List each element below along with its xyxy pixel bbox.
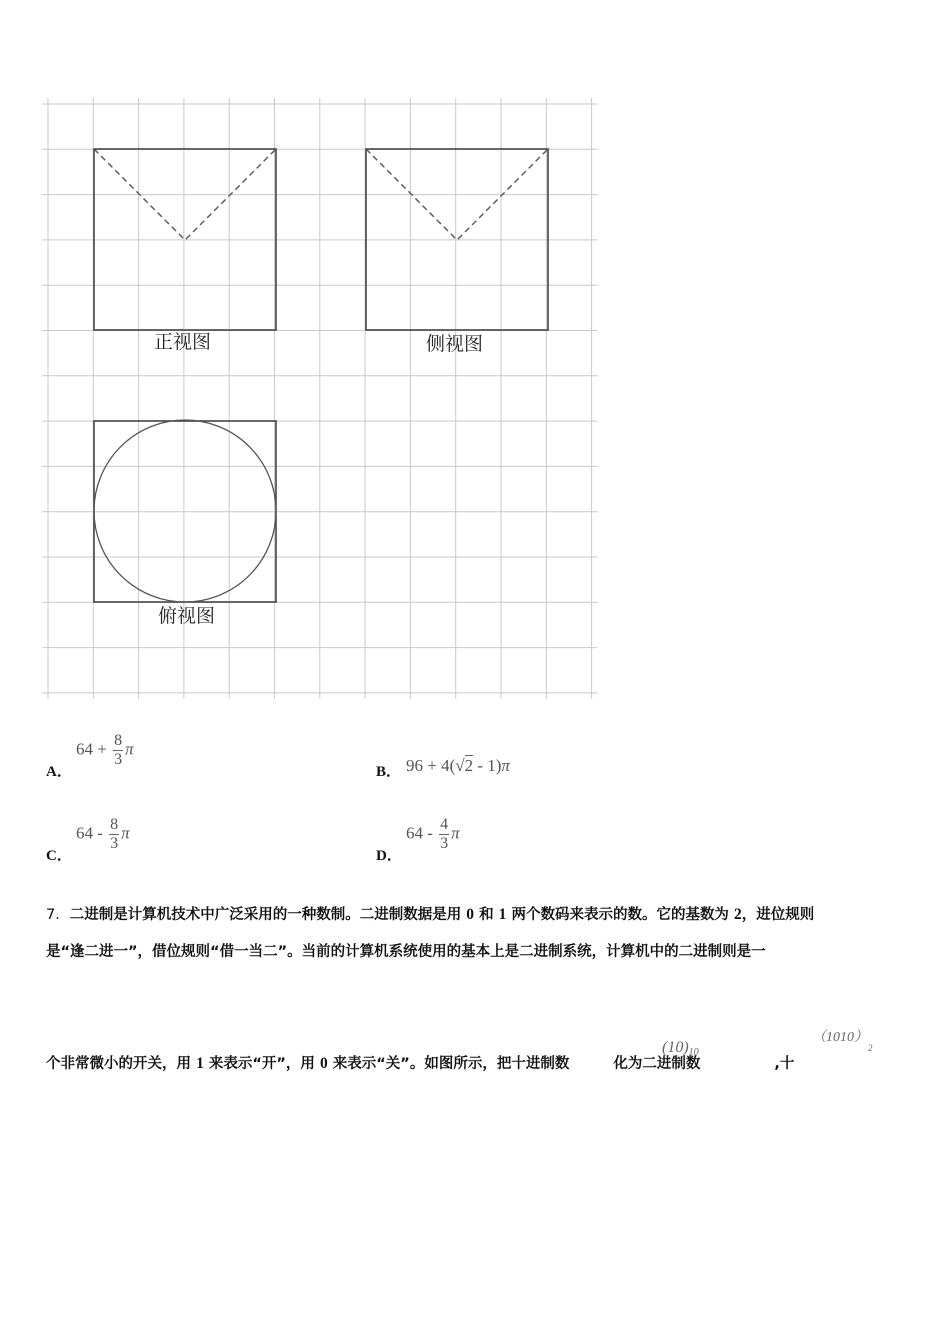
- choice-b-part-a: 96 + 4(: [406, 756, 456, 775]
- q7-line1-c: 两个数码来表示的数。它的基数为: [506, 907, 734, 923]
- q7-line3-zero: 0: [319, 1055, 328, 1072]
- choice-a-letter: A．: [46, 764, 72, 780]
- decimal-number-image: [662, 1039, 699, 1058]
- q7-line3-b: 来表示“开”，用: [203, 1056, 320, 1072]
- choice-d-expression: [406, 816, 460, 853]
- question-7-line-1: [46, 903, 906, 924]
- choice-a-fraction: [113, 732, 123, 769]
- choice-b-letter: B．: [376, 764, 402, 780]
- choice-b[interactable]: [376, 730, 676, 780]
- choice-c-lead: 64 -: [76, 823, 108, 843]
- q7-line3-d: 化为二进制数: [613, 1056, 701, 1072]
- question-7-line-3: [46, 1052, 906, 1073]
- q7-line3-c: 来表示“关”。如图所示，把十进制数: [327, 1056, 570, 1072]
- choice-a[interactable]: [46, 730, 346, 780]
- choice-d-denominator: 3: [440, 835, 449, 852]
- choice-d-pi: π: [451, 823, 460, 843]
- binary-value: （1010）: [812, 1030, 868, 1045]
- choice-d-fraction: [439, 816, 449, 853]
- q7-digit-one: 1: [498, 906, 507, 923]
- decimal-base: 10: [688, 1047, 699, 1058]
- side-view: [366, 149, 548, 355]
- choice-c-fraction: [109, 816, 119, 853]
- grid-background: [42, 98, 598, 699]
- q7-line1-d: ，进位规则: [741, 907, 815, 923]
- choice-a-pi: π: [125, 739, 134, 759]
- choice-c-letter: C．: [46, 848, 72, 864]
- choice-c-denominator: 3: [110, 835, 119, 852]
- q7-line3-a: 个非常微小的开关，用: [46, 1056, 197, 1072]
- choice-d-letter: D．: [376, 848, 402, 864]
- choice-c-expression: [76, 816, 130, 853]
- question-7-line-2: 是“逢二进一”，借位规则“借一当二”。当前的计算机系统使用的基本上是二进制系统，计算机中的二进制则是一: [46, 944, 766, 960]
- binary-base: 2: [868, 1043, 873, 1053]
- choice-b-radicand: 2: [464, 756, 474, 775]
- choice-c[interactable]: [46, 814, 346, 864]
- q7-line3-e: ,十: [774, 1056, 795, 1072]
- choice-c-numerator: 8: [110, 816, 119, 833]
- question-7-number: 7．: [46, 907, 70, 923]
- q7-line1-a: 二进制是计算机技术中广泛采用的一种数制。二进制数据是用: [69, 907, 467, 923]
- choice-a-denominator: 3: [114, 751, 123, 768]
- choice-d-lead: 64 -: [406, 823, 438, 843]
- front-view: [94, 149, 276, 353]
- choice-a-lead: 64 +: [76, 739, 112, 759]
- top-view: [94, 420, 276, 627]
- q7-line3-one: 1: [196, 1055, 204, 1072]
- choice-a-numerator: 8: [114, 732, 123, 749]
- q7-digit-zero: 0: [466, 906, 475, 923]
- choice-b-pi: π: [501, 756, 510, 775]
- top-view-label: 俯视图: [158, 605, 216, 627]
- q7-line1-b: 和: [474, 907, 499, 923]
- decimal-value: (10): [662, 1039, 689, 1056]
- choice-a-expression: [76, 732, 134, 769]
- binary-number-image: [812, 1026, 873, 1053]
- q7-digit-two: 2: [734, 906, 742, 923]
- choice-b-radical: √: [455, 756, 465, 775]
- choice-c-pi: π: [121, 823, 130, 843]
- side-view-label: 侧视图: [426, 333, 484, 355]
- choice-d[interactable]: [376, 814, 676, 864]
- top-view-circle: [94, 420, 276, 602]
- choice-d-numerator: 4: [440, 816, 449, 833]
- front-view-label: 正视图: [154, 331, 212, 353]
- choice-b-part-b: - 1): [473, 756, 502, 775]
- choice-b-expression: [406, 756, 510, 776]
- three-view-figure: [0, 0, 620, 710]
